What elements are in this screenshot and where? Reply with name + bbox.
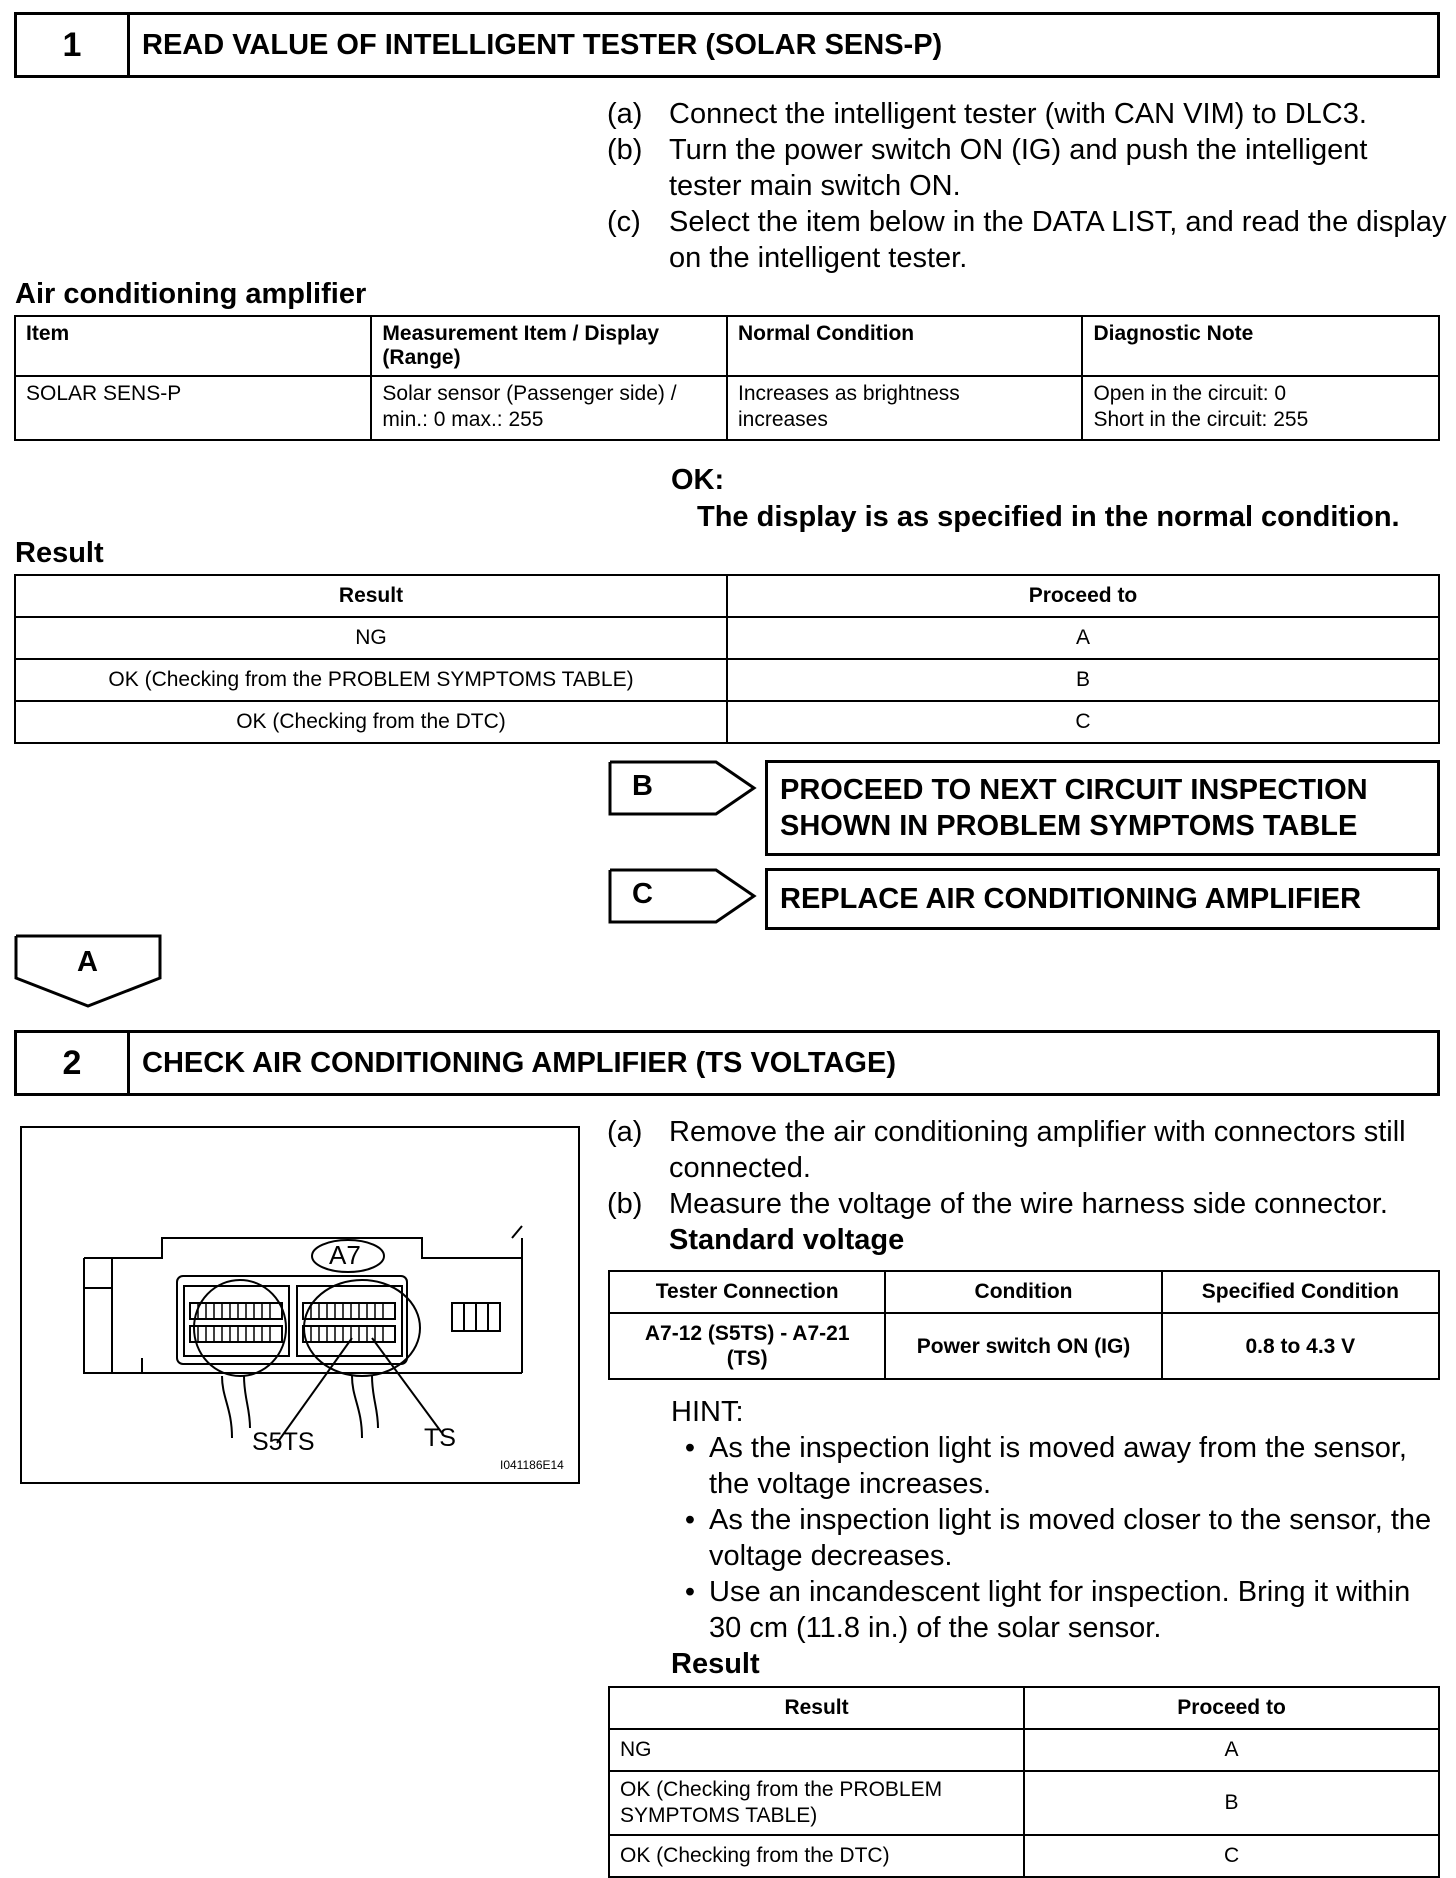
table-header: Diagnostic Note xyxy=(1082,316,1439,376)
ok-text: The display is as specified in the normal condition. xyxy=(697,501,1400,533)
table-cell: OK (Checking from the PROBLEM SYMPTOMS TABLE) xyxy=(609,1771,1024,1835)
step-1-header xyxy=(14,12,1440,78)
table-row xyxy=(609,1313,1439,1379)
table-cell-note: Open in the circuit: 0 Short in the circuit: 255 xyxy=(1082,376,1439,440)
table-header: Proceed to xyxy=(1024,1687,1439,1729)
table-cell: A7-12 (S5TS) - A7-21 (TS) xyxy=(609,1313,885,1379)
table-cell: B xyxy=(1024,1771,1439,1835)
branch-b-box xyxy=(765,760,1440,856)
table-header: Proceed to xyxy=(727,575,1439,617)
result-title: Result xyxy=(671,1648,760,1680)
hint-item: • As the inspection light is moved away from the sensor, the voltage increases. xyxy=(684,1432,1407,1500)
table-row xyxy=(609,1771,1439,1835)
hint-item: • Use an incandescent light for inspection. Bring it within 30 cm (11.8 in.) of the solar sensor. xyxy=(684,1576,1411,1644)
arrow-right-icon xyxy=(608,868,758,924)
instruction-item: (a) Remove the air conditioning amplifier with connectors still connected. xyxy=(607,1116,1406,1184)
table-cell-measurement: Solar sensor (Passenger side) / min.: 0 max.: 255 xyxy=(371,376,727,440)
ok-label: OK: xyxy=(671,464,725,496)
table-cell-normal: Increases as brightness increases xyxy=(727,376,1082,440)
table-row xyxy=(15,659,1439,701)
std-voltage-title: Standard voltage xyxy=(669,1224,905,1256)
arrow-right-icon xyxy=(608,760,758,816)
step-number: 2 xyxy=(17,1033,130,1093)
branch-tag: B xyxy=(632,770,653,802)
table-header: Measurement Item / Display (Range) xyxy=(371,316,727,376)
instruction-item: (b) Turn the power switch ON (IG) and push the intelligent tester main switch ON. xyxy=(607,134,1368,202)
connector-label: A7 xyxy=(329,1240,361,1270)
table-header: Condition xyxy=(885,1271,1161,1313)
branch-a-arrow xyxy=(14,934,164,1010)
table-cell: OK (Checking from the PROBLEM SYMPTOMS TABLE) xyxy=(15,659,727,701)
hint-item: • As the inspection light is moved closer to the sensor, the voltage decreases. xyxy=(684,1504,1432,1572)
table-cell: OK (Checking from the DTC) xyxy=(15,701,727,743)
instruction-item: (a) Connect the intelligent tester (with CAN VIM) to DLC3. xyxy=(607,98,1367,130)
branch-b-arrow xyxy=(608,760,758,816)
pin-label-s5ts: S5TS xyxy=(252,1428,315,1456)
standard-voltage-table xyxy=(608,1270,1440,1380)
step-2-instructions xyxy=(607,1114,1447,1258)
branch-c-arrow xyxy=(608,868,758,924)
step-1-instructions xyxy=(607,96,1447,276)
table-cell: C xyxy=(1024,1835,1439,1877)
data-list-table xyxy=(14,315,1440,441)
branch-b-line1: PROCEED TO NEXT CIRCUIT INSPECTION xyxy=(780,774,1368,806)
hint-title: HINT: xyxy=(671,1396,744,1428)
table-header-row xyxy=(15,575,1439,617)
table-header: Normal Condition xyxy=(727,316,1082,376)
figure-id: I041186E14 xyxy=(500,1458,564,1472)
table-header-row xyxy=(609,1271,1439,1313)
table-cell: NG xyxy=(15,617,727,659)
table-header: Result xyxy=(609,1687,1024,1729)
connector-figure xyxy=(20,1126,580,1484)
step-2-header xyxy=(14,1030,1440,1096)
table-header: Specified Condition xyxy=(1162,1271,1439,1313)
step-title: CHECK AIR CONDITIONING AMPLIFIER (TS VOLTAGE) xyxy=(142,1046,896,1079)
table-row xyxy=(15,701,1439,743)
table-cell: OK (Checking from the DTC) xyxy=(609,1835,1024,1877)
table-header: Result xyxy=(15,575,727,617)
result-title: Result xyxy=(15,537,104,569)
table-header: Item xyxy=(15,316,371,376)
table-header-row xyxy=(609,1687,1439,1729)
table-cell: Power switch ON (IG) xyxy=(885,1313,1161,1379)
step-title: READ VALUE OF INTELLIGENT TESTER (SOLAR SENS-P) xyxy=(142,28,943,61)
table-title: Air conditioning amplifier xyxy=(15,278,367,310)
pin-label-ts: TS xyxy=(424,1424,456,1452)
result-table xyxy=(608,1686,1440,1878)
table-row xyxy=(15,617,1439,659)
table-cell: A xyxy=(1024,1729,1439,1771)
result-table xyxy=(14,574,1440,744)
table-cell: NG xyxy=(609,1729,1024,1771)
instruction-item xyxy=(607,1222,1447,1258)
table-cell: B xyxy=(727,659,1439,701)
branch-b-line2: SHOWN IN PROBLEM SYMPTOMS TABLE xyxy=(780,810,1358,842)
branch-c-text: REPLACE AIR CONDITIONING AMPLIFIER xyxy=(780,883,1362,915)
instruction-item: (c) Select the item below in the DATA LIST, and read the display on the intelligent tester. xyxy=(607,206,1447,274)
table-row xyxy=(609,1729,1439,1771)
table-header-row xyxy=(15,316,1439,376)
table-cell: 0.8 to 4.3 V xyxy=(1162,1313,1439,1379)
table-row xyxy=(15,376,1439,440)
table-cell-item: SOLAR SENS-P xyxy=(15,376,371,440)
table-header: Tester Connection xyxy=(609,1271,885,1313)
branch-c-box xyxy=(765,868,1440,930)
hint-block xyxy=(671,1394,1447,1682)
branch-tag: C xyxy=(632,878,653,910)
instruction-item: (b) Measure the voltage of the wire harness side connector. xyxy=(607,1188,1388,1220)
table-cell: A xyxy=(727,617,1439,659)
table-row xyxy=(609,1835,1439,1877)
step-number: 1 xyxy=(17,15,130,75)
branch-tag: A xyxy=(77,946,98,978)
table-cell: C xyxy=(727,701,1439,743)
